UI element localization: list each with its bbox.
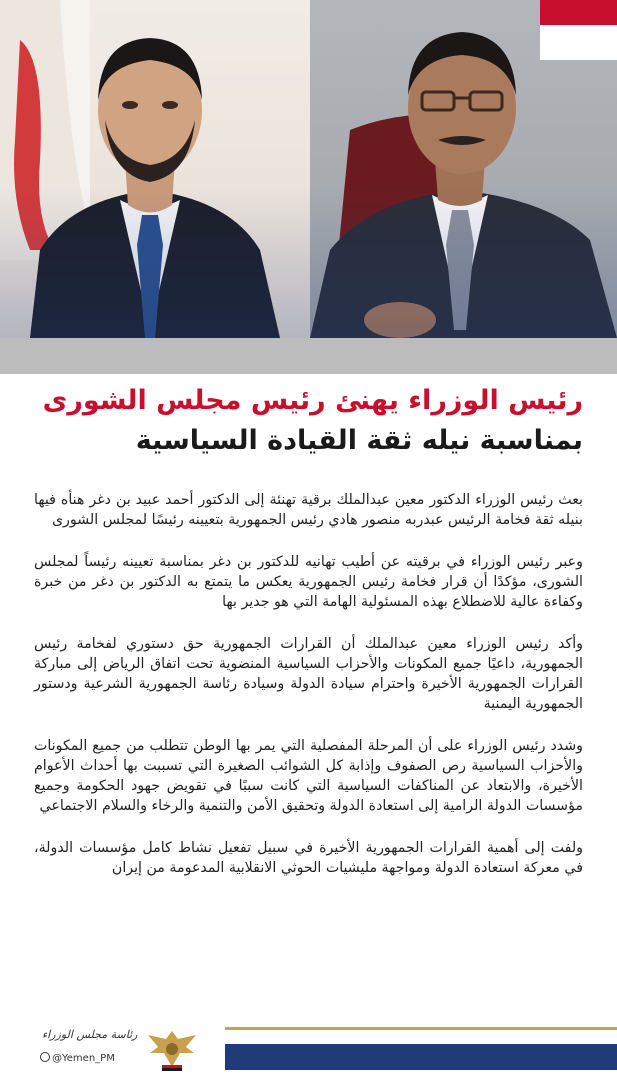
portrait-right-illustration — [310, 0, 617, 338]
social-handle-text: @Yemen_PM — [52, 1053, 115, 1064]
article-paragraph: وشدد رئيس الوزراء على أن المرحلة المفصلية التي يمر بها الوطن تتطلب من جميع المكونات والأحزاب السياسية رص الصفوف وإذابة كل الشوائب الصغيرة التي تسببت بها أحداث الأعوام الأخيرة، والابتعاد عن المناكفات السياسية التي كانت سببًا في تقويض جهود الحكومة وجميع مؤسسات الدولة الرامية إلى استعادة الدولة وتحقيق الأمن والتنمية والرخاء والسلام الاجتماعي — [34, 738, 583, 814]
article-paragraph: وعبر رئيس الوزراء في برقيته عن أطيب تهانيه للدكتور بن دغر بمناسبة تعيينه رئيساً لمجلس الشورى، مؤكدًا أن قرار فخامة رئيس الجمهورية يعكس ما يتمتع به الدكتور بن دغر من خبرة وكفاءة عالية للاضطلاع بهذه المسئولية الهامة التي هو جدير بها — [34, 554, 583, 610]
headline-secondary: بمناسبة نيله ثقة القيادة السياسية — [135, 425, 583, 456]
portrait-prime-minister — [0, 0, 310, 338]
footer-gold-bar — [225, 1027, 617, 1030]
headline-primary: رئيس الوزراء يهنئ رئيس مجلس الشورى — [42, 385, 583, 416]
portrait-left-illustration — [0, 0, 310, 338]
grey-divider-band — [0, 338, 617, 374]
header-photo-band — [0, 0, 617, 338]
article-body — [34, 490, 583, 900]
footer — [0, 1020, 617, 1080]
footer-navy-bar — [225, 1044, 617, 1070]
article-paragraph: ولفت إلى أهمية القرارات الجمهورية الأخيرة في سبيل تفعيل نشاط كامل مؤسسات الدولة، في معركة استعادة الدولة ومواجهة مليشيات الحوثي الانقلابية المدعومة من إيران — [34, 840, 583, 876]
signature-text: رئاسة مجلس الوزراء — [42, 1028, 138, 1041]
article-paragraph: بعث رئيس الوزراء الدكتور معين عبدالملك برقية تهنئة إلى الدكتور أحمد عبيد بن دغر هنأه فيها بنيله ثقة فخامة الرئيس عبدربه منصور هادي رئيس الجمهورية بتعيينه رئيسًا لمجلس الشورى — [34, 492, 583, 528]
portrait-shura-president — [310, 0, 617, 338]
article-paragraph: وأكد رئيس الوزراء معين عبدالملك أن القرارات الجمهورية حق دستوري لفخامة رئيس الجمهورية، داعيًا جميع المكونات والأحزاب السياسية المنضوية تحت اتفاق الرياض إلى مباركة القرارات الجمهورية الأخيرة واحترام سيادة الدولة وسيادة رئاسة الجمهورية الشرعية ودستور الجمهورية اليمنية — [34, 636, 583, 712]
at-icon — [40, 1052, 50, 1062]
yemen-eagle-emblem-icon — [140, 1027, 204, 1073]
social-handle[interactable] — [40, 1052, 115, 1064]
